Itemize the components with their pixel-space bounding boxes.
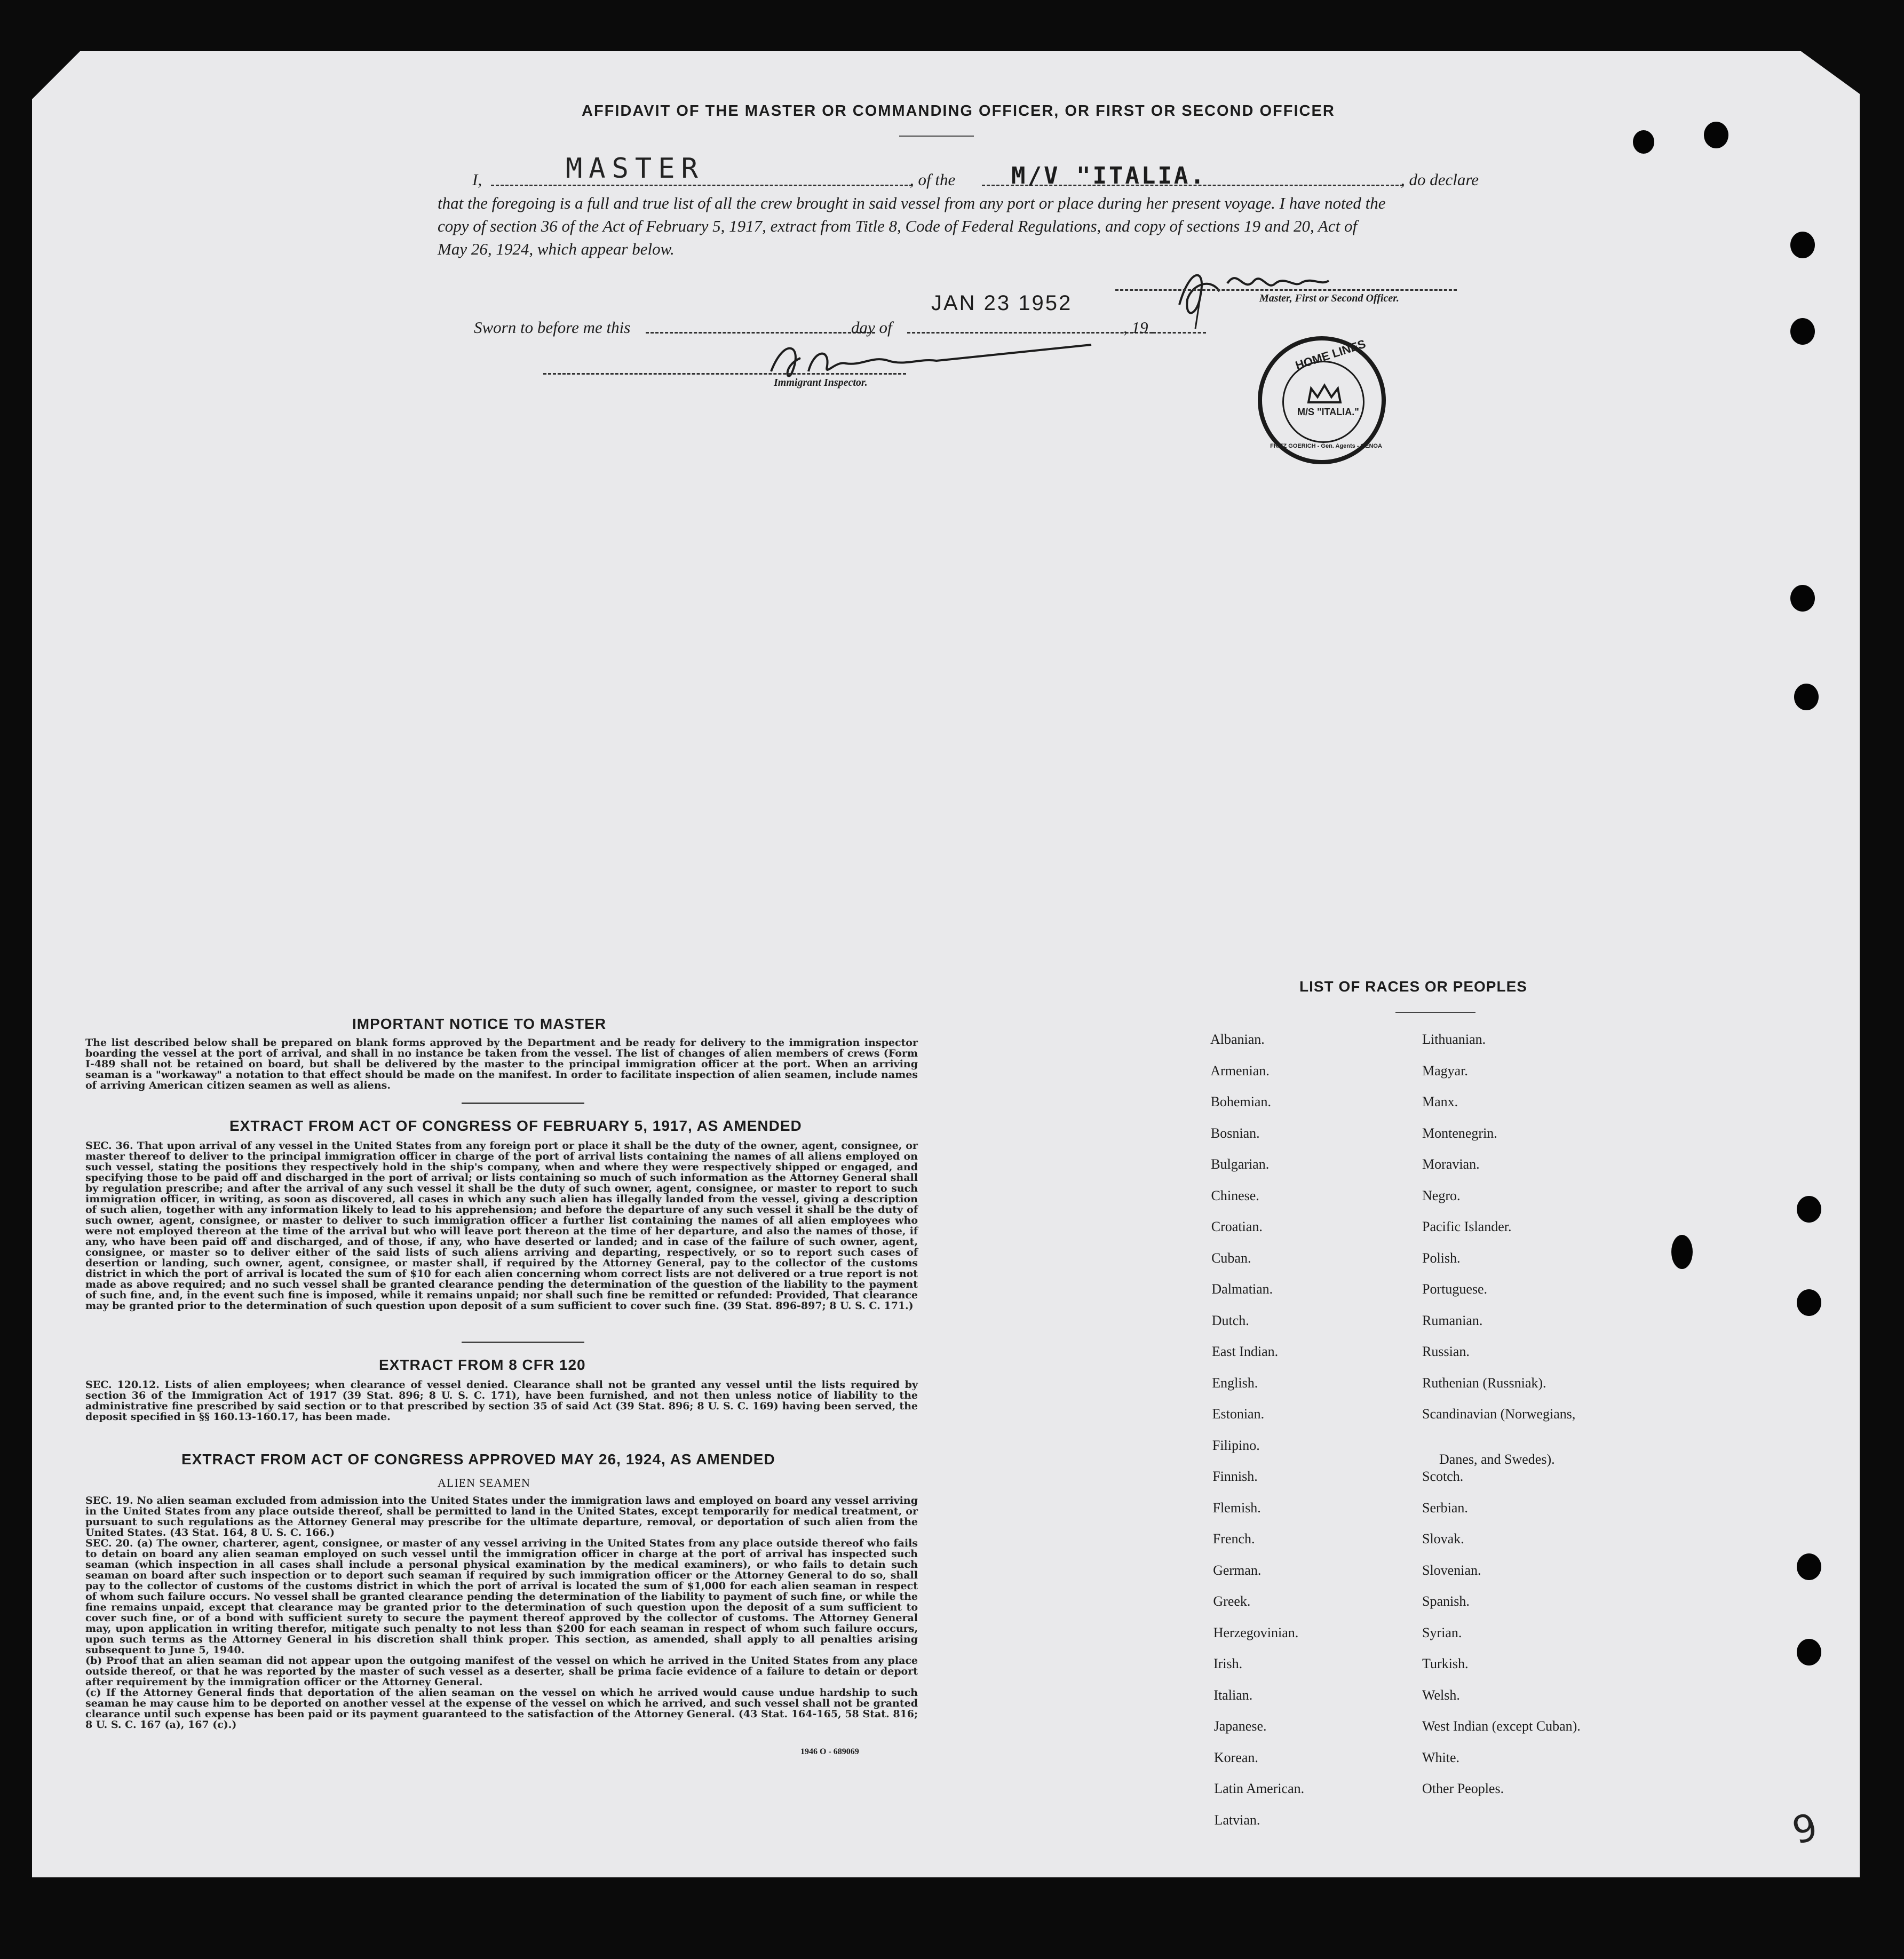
folded-corner-left <box>32 51 80 99</box>
punch-hole <box>1671 1235 1693 1269</box>
extract-1924-sec20a: SEC. 20. (a) The owner, charterer, agent, consignee, or master of any vessel arriving in the United States from any place outside thereof who fails to detain on board any alien seaman employed on such vessel until the immigration officer in charge at the port of arrival has inspected such seaman (which inspection in all cases shall include a personal physical examination by the medical examiners), or who fails to detain such seaman on board after such inspection or to deport such seaman if required by such immigration officer or the Attorney General to do so, shall pay to the collector of customs of the customs district in which the port of arrival is located the sum of $1,000 for each alien seaman in respect of whom such failure occurs. No vessel shall be granted clearance pending the determination of the liability to payment of such fine, or while the fine remains unpaid, except that clearance may be granted prior to the determination of such question upon the deposit of a sum sufficient to cover such fine, or of a bond with sufficient surety to secure the payment thereof approved by the collector of customs. The Attorney General may, upon application in writing therefor, mitigate such penalty to not less than $200 for each seaman in respect of whom such failure occurs, upon such terms as the Attorney General in his discretion shall think proper. This section, as amended, shall apply to all penalties arising subsequent to June 5, 1940. <box>85 1537 918 1656</box>
race-item: Dalmatian. <box>1211 1281 1273 1297</box>
do-declare-label: , do declare <box>1401 170 1479 189</box>
race-item: Slovak. <box>1422 1531 1464 1546</box>
extract-cfr-body: SEC. 120.12. Lists of alien employees; when clearance of vessel denied. Clearance shall not be granted any vessel until the lists required by section 36 of the Immigration Act of 1917 (39 Stat. 896; 8 U. S. C. 171), have been furnished, and not then unless notice of liability to the administrative fine prescribed by said section or to that prescribed by section 35 of said Act (39 Stat. 896; 8 U. S. C. 169) having been served, the deposit specified in §§ 160.13-160.17, has been made. <box>85 1379 918 1423</box>
punch-hole <box>1797 1639 1821 1665</box>
folded-corner-right <box>1801 51 1860 94</box>
inspector-signature-line <box>543 373 906 375</box>
section-divider <box>462 1103 584 1104</box>
sworn-label: Sworn to before me this <box>474 318 631 337</box>
race-item: West Indian (except Cuban). <box>1422 1718 1581 1734</box>
race-item: Bohemian. <box>1210 1094 1271 1109</box>
punch-hole <box>1797 1196 1821 1223</box>
punch-hole <box>1797 1289 1821 1316</box>
race-item: Serbian. <box>1422 1500 1468 1516</box>
seal-bottom-text: FRITZ GOERICH - Gen. Agents - GENOA <box>1270 443 1382 449</box>
race-item: Greek. <box>1213 1593 1251 1609</box>
extract-1917-body: SEC. 36. That upon arrival of any vessel in the United States from any foreign port or place it shall be the duty of the owner, agent, consignee, or master thereof to deliver to the principal immigration officer in charge of the port of arrival lists containing the names of all aliens employed on such vessel, stating the positions they respectively hold in the ship's company, when and where they were respectively shipped or engaged, and specifying those to be paid off and discharged in the port of arrival; or lists containing so much of such information as the Attorney General shall by regulation prescribe; and after the arrival of any such vessel it shall be the duty of such owner, agent, consignee, or master to report to such immigration officer, in writing, as soon as discovered, all cases in which any such alien has illegally landed from the vessel, giving a description of such alien, together with any information likely to lead to his apprehension; and before the departure of any such vessel it shall be the duty of such owner, agent, consignee, or master to deliver to such immigration officer a further list containing the names of all alien employees who were not employed thereon at the time of the arrival but who will leave port thereon at the time of her departure, and also the names of those, if any, who have been paid off and discharged, and of those, if any, who have deserted or landed; and in case of the failure of such owner, agent, consignee, or master so to deliver either of the said lists of such aliens arriving and departing, respectively, or so to report such cases of desertion or landing, such owner, agent, consignee, or master shall, if required by the Attorney General, pay to the collector of the customs district in which the port of arrival is located the sum of $10 for each alien concerning whom correct lists are not delivered or a true report is not made as above required; and no such vessel shall be granted clearance pending the determination of the question of the liability to the payment of such fine, and, in the event such fine is imposed, while it remains unpaid; nor shall such fine be remitted or refunded: Provided, That clearance may be granted prior to the determination of such question upon deposit of a sum sufficient to cover such fine. (39 Stat. 896-897; 8 U. S. C. 171.) <box>85 1140 918 1312</box>
extract-1924-subtitle: ALIEN SEAMEN <box>438 1476 530 1489</box>
sworn-day-line <box>646 332 875 334</box>
race-item: French. <box>1212 1531 1255 1546</box>
race-item: Cuban. <box>1211 1250 1251 1266</box>
extract-1924-sec20c: (c) If the Attorney General finds that deportation of the alien seaman on the vessel on which he arrived would cause undue hardship to such seaman he may cause him to be deported on another vessel at the expense of the vessel on which he arrived, and such vessel shall not be granted clearance until such expense has been paid or its payment guaranteed to the satisfaction of the Attorney General. (43 Stat. 164-165, 58 Stat. 816; 8 U. S. C. 167 (a), 167 (c).) <box>85 1687 918 1731</box>
race-item: Spanish. <box>1422 1593 1470 1609</box>
extract-1924-sec19: SEC. 19. No alien seaman excluded from admission into the United States under the immigration laws and employed on board any vessel arriving in the United States from any place outside thereof, shall be permitted to land in the United States, except temporarily for medical treatment, or pursuant to such regulations as the Attorney General may prescribe for the ultimate departure, removal, or deportation of such alien from the United States. (43 Stat. 164, 8 U. S. C. 166.) <box>85 1495 918 1538</box>
race-item: Syrian. <box>1422 1624 1462 1640</box>
punch-hole <box>1790 585 1815 612</box>
punch-hole <box>1794 684 1819 710</box>
vessel-name-stamp: M/V "ITALIA. <box>1011 162 1207 189</box>
punch-hole <box>1790 232 1815 258</box>
master-signature-line <box>1115 289 1457 291</box>
of-the-label: , of the <box>910 170 956 189</box>
punch-hole <box>1790 318 1815 345</box>
race-item: Russian. <box>1422 1344 1470 1359</box>
sworn-month-line <box>907 332 1153 334</box>
race-item: Polish. <box>1422 1250 1461 1266</box>
date-stamp: JAN 23 1952 <box>931 291 1073 315</box>
section-divider <box>462 1342 584 1343</box>
extract-1917-title: EXTRACT FROM ACT OF CONGRESS OF FEBRUARY 5, 1917, AS AMENDED <box>229 1117 802 1134</box>
race-item: Korean. <box>1213 1749 1258 1765</box>
punch-hole <box>1704 122 1728 148</box>
race-item: Estonian. <box>1212 1406 1265 1422</box>
day-of-label: day of <box>851 318 892 337</box>
extract-1924-sec20b: (b) Proof that an alien seaman did not appear upon the outgoing manifest of the vessel on which he arrived in the United States from any place outside thereof, or that he was reported by the master of such vessel as a deserter, shall be prima facie evidence of a failure to detain or deport after requirement by the immigration officer or the Attorney General. <box>85 1655 918 1688</box>
seal-center-text: M/S "ITALIA." <box>1297 407 1359 417</box>
declaration-text: that the foregoing is a full and true list of all the crew brought in said vessel from any port or place during her present voyage. I have noted the copy of section 36 of the Act of February 5, 1917, extract from Title 8, Code of Federal Regulations, and copy of sections 19 and 20, Act of May 26, 1924, which appear below. <box>438 194 1386 258</box>
race-item: Turkish. <box>1422 1656 1469 1671</box>
race-item: East Indian. <box>1212 1344 1279 1359</box>
race-item: Danes, and Swedes). <box>1439 1451 1555 1467</box>
seal-top-text: HOME LINES <box>1294 337 1368 372</box>
race-item: Scandinavian (Norwegians, <box>1422 1406 1576 1422</box>
race-item: Finnish. <box>1212 1469 1258 1484</box>
master-caption: Master, First or Second Officer. <box>1259 292 1399 304</box>
affidavit-title: AFFIDAVIT OF THE MASTER OR COMMANDING OFFICER, OR FIRST OR SECOND OFFICER <box>582 102 1335 120</box>
race-item: Portuguese. <box>1422 1281 1488 1297</box>
notice-title: IMPORTANT NOTICE TO MASTER <box>352 1016 607 1032</box>
inspector-caption: Immigrant Inspector. <box>774 377 868 388</box>
race-item: Latvian. <box>1214 1812 1260 1828</box>
races-title-underline <box>1395 1012 1475 1013</box>
punch-hole <box>1797 1553 1821 1580</box>
race-item: Other Peoples. <box>1422 1781 1504 1796</box>
race-item: Lithuanian. <box>1422 1032 1486 1047</box>
race-item: Chinese. <box>1211 1187 1259 1203</box>
race-item: Scotch. <box>1422 1469 1464 1484</box>
race-item: White. <box>1422 1749 1460 1765</box>
race-item: Armenian. <box>1210 1062 1270 1078</box>
print-code: 1946 O - 689069 <box>800 1747 859 1756</box>
race-item: Negro. <box>1422 1187 1461 1203</box>
punch-hole <box>1633 130 1654 154</box>
race-item: Ruthenian (Russniak). <box>1422 1375 1546 1391</box>
race-item: German. <box>1213 1562 1262 1578</box>
race-item: Bosnian. <box>1210 1125 1260 1141</box>
race-item: Bulgarian. <box>1211 1156 1270 1172</box>
race-item: Flemish. <box>1212 1500 1261 1516</box>
name-fill-line <box>491 185 913 186</box>
race-item: English. <box>1212 1375 1258 1391</box>
race-item: Pacific Islander. <box>1422 1219 1512 1234</box>
race-item: Herzegovinian. <box>1213 1624 1299 1640</box>
company-seal-stamp <box>1258 336 1386 464</box>
race-item: Albanian. <box>1210 1032 1265 1047</box>
race-item: Italian. <box>1213 1687 1253 1703</box>
race-item: Japanese. <box>1213 1718 1267 1734</box>
year-prefix-label: , 19 <box>1123 318 1148 337</box>
affidavit-lead: I, <box>472 170 482 189</box>
margin-handwritten-mark: 9 <box>1788 1804 1822 1853</box>
document-page <box>32 51 1860 1877</box>
race-item: Slovenian. <box>1422 1562 1481 1578</box>
notice-body: The list described below shall be prepared on blank forms approved by the Department and be ready for delivery to the immigration inspector boarding the vessel at the port of arrival, and shall in no instance be taken from the vessel. The list of changes of alien members of crews (Form I-489 shall not be retained on board, but shall be delivered by the master to the principal immigration officer at the port. When an arriving seaman is a "workaway" a notation to that effect should be made on the manifest. In order to facilitate inspection of alien seamen, include names of arriving American citizen seamen as well as aliens. <box>85 1037 918 1091</box>
race-item: Latin American. <box>1214 1781 1305 1796</box>
race-item: Magyar. <box>1422 1062 1468 1078</box>
extract-cfr-title: EXTRACT FROM 8 CFR 120 <box>379 1357 586 1373</box>
race-item: Irish. <box>1213 1656 1243 1671</box>
title-underline <box>899 136 974 137</box>
extract-1924-title: EXTRACT FROM ACT OF CONGRESS APPROVED MAY 26, 1924, AS AMENDED <box>181 1451 775 1468</box>
race-item: Moravian. <box>1422 1156 1480 1172</box>
race-item: Filipino. <box>1212 1437 1260 1453</box>
race-item: Welsh. <box>1422 1687 1460 1703</box>
master-handwritten: MASTER <box>566 153 704 185</box>
sworn-year-line <box>1153 332 1206 334</box>
race-item: Rumanian. <box>1422 1312 1483 1328</box>
race-item: Croatian. <box>1211 1219 1263 1234</box>
races-title: LIST OF RACES OR PEOPLES <box>1299 978 1527 995</box>
crown-icon <box>1306 382 1343 406</box>
race-item: Manx. <box>1422 1094 1458 1109</box>
race-item: Dutch. <box>1211 1312 1249 1328</box>
race-item: Montenegrin. <box>1422 1125 1497 1141</box>
